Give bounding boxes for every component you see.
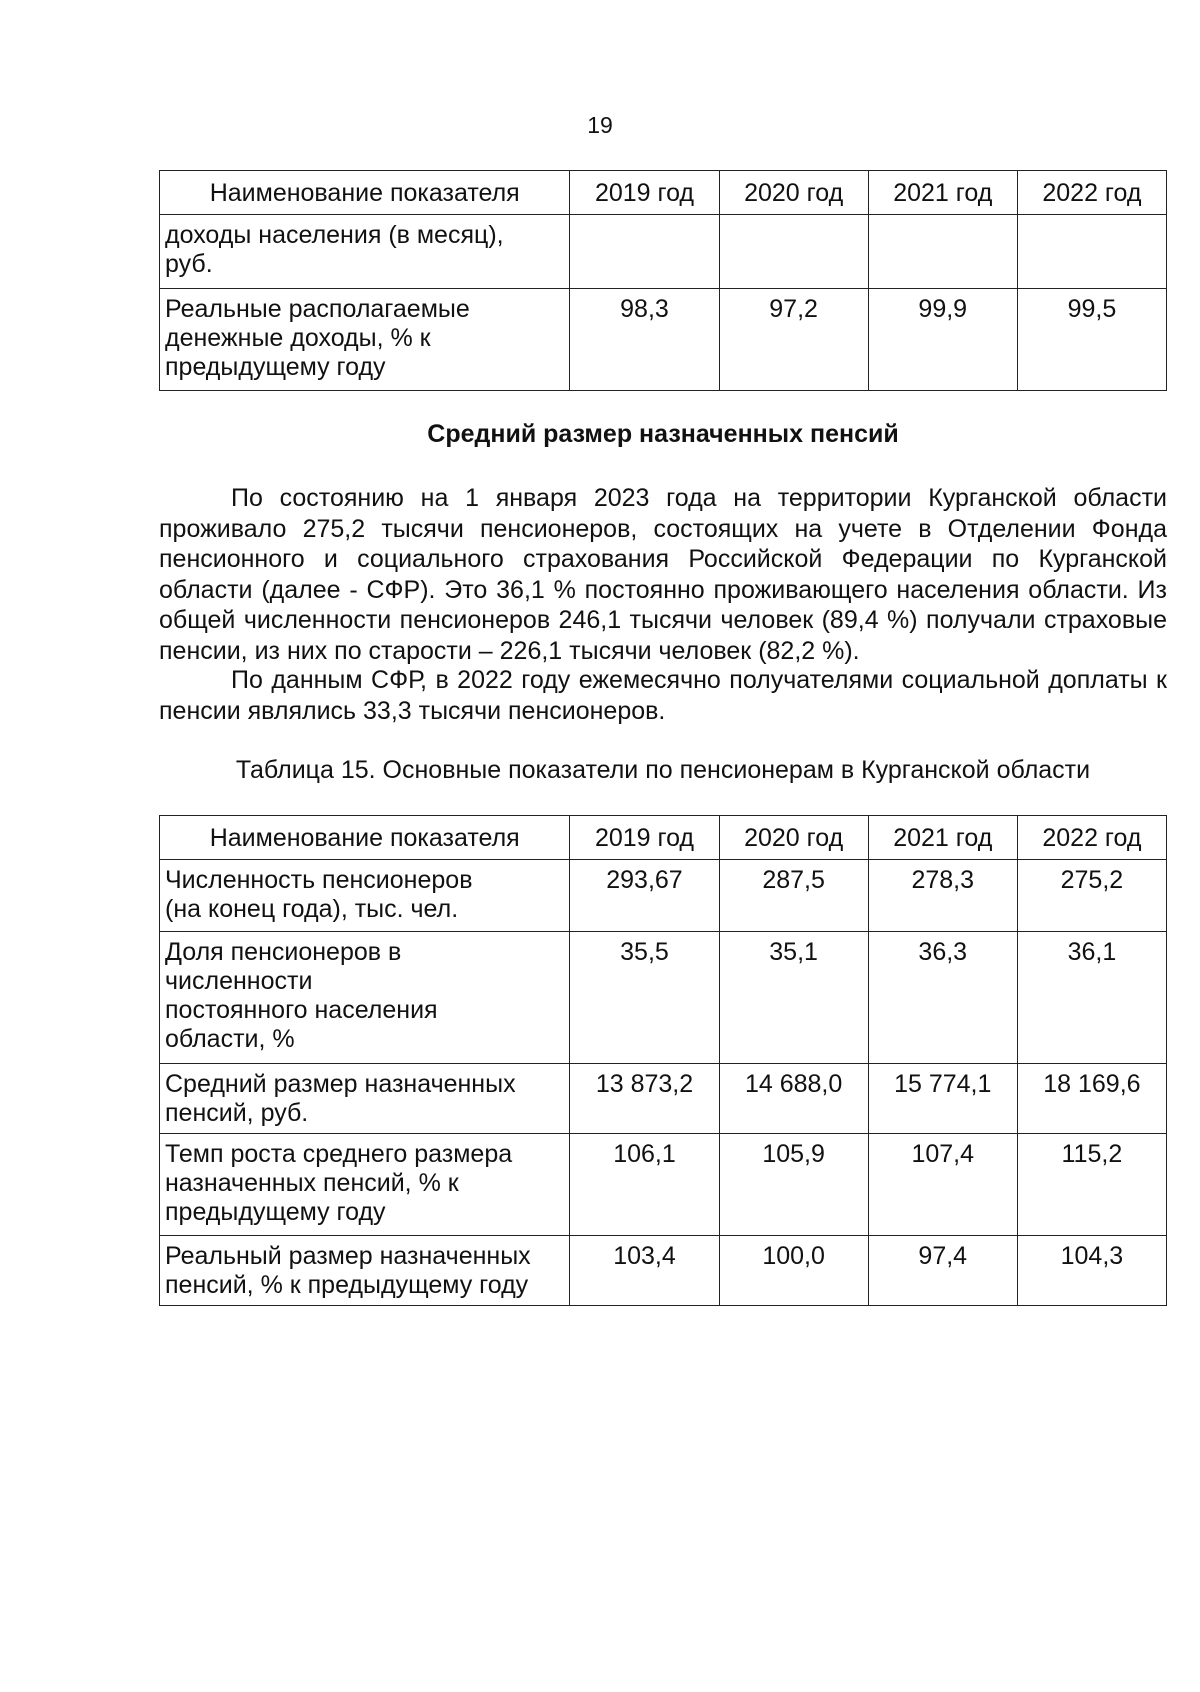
header-cell: Наименование показателя	[160, 816, 570, 860]
table-row	[160, 215, 1167, 289]
table-header-row	[160, 816, 1167, 860]
value-cell: 106,1	[570, 1134, 719, 1236]
header-cell: 2021 год	[868, 171, 1017, 215]
value-cell: 99,5	[1017, 289, 1166, 391]
table-row	[160, 860, 1167, 932]
header-cell: 2022 год	[1017, 816, 1166, 860]
value-cell: 278,3	[868, 860, 1017, 932]
row-name: Реальные располагаемые денежные доходы, % к предыдущему году	[160, 289, 570, 391]
value-cell: 104,3	[1017, 1236, 1166, 1306]
value-cell: 275,2	[1017, 860, 1166, 932]
table-row	[160, 1064, 1167, 1134]
pensioners-indicators-table	[159, 815, 1167, 1306]
row-name: Доля пенсионеров в численности постоянного населения области, %	[160, 932, 570, 1064]
value-cell: 99,9	[868, 289, 1017, 391]
table-row	[160, 932, 1167, 1064]
section-heading: Средний размер назначенных пенсий	[427, 420, 899, 448]
header-cell: 2020 год	[719, 816, 868, 860]
paragraph: По данным СФР, в 2022 году ежемесячно получателями социальной доплаты к пенсии являлись 33,3 тысячи пенсионеров.	[159, 666, 1167, 725]
table-row	[160, 289, 1167, 391]
row-name: Средний размер назначенных пенсий, руб.	[160, 1064, 570, 1134]
header-cell: 2020 год	[719, 171, 868, 215]
table-caption: Таблица 15. Основные показатели по пенсионерам в Курганской области	[235, 756, 1091, 784]
value-cell: 97,4	[868, 1236, 1017, 1306]
value-cell: 36,3	[868, 932, 1017, 1064]
header-cell: 2019 год	[570, 171, 719, 215]
header-cell: Наименование показателя	[160, 171, 570, 215]
value-cell: 35,1	[719, 932, 868, 1064]
value-cell: 15 774,1	[868, 1064, 1017, 1134]
value-cell: 98,3	[570, 289, 719, 391]
value-cell: 97,2	[719, 289, 868, 391]
value-cell	[868, 215, 1017, 289]
value-cell: 287,5	[719, 860, 868, 932]
value-cell: 100,0	[719, 1236, 868, 1306]
row-name: Реальный размер назначенных пенсий, % к предыдущему году	[160, 1236, 570, 1306]
value-cell: 35,5	[570, 932, 719, 1064]
paragraph: По состоянию на 1 января 2023 года на территории Курганской области проживало 275,2 тысячи пенсионеров, состоящих на учете в Отделении Фонда пенсионного и социального страхования Российской Федерации по Курганской области (далее - СФР). Это 36,1 % постоянно проживающего населения области. Из общей численности пенсионеров 246,1 тысячи человек (89,4 %) получали страховые пенсии, из них по старости – 226,1 тысячи человек (82,2 %).	[159, 484, 1167, 665]
value-cell	[719, 215, 868, 289]
header-cell: 2021 год	[868, 816, 1017, 860]
value-cell: 105,9	[719, 1134, 868, 1236]
value-cell	[570, 215, 719, 289]
header-cell: 2019 год	[570, 816, 719, 860]
value-cell: 103,4	[570, 1236, 719, 1306]
table-row	[160, 1236, 1167, 1306]
table-row	[160, 1134, 1167, 1236]
header-cell: 2022 год	[1017, 171, 1166, 215]
indicators-table-continued	[159, 170, 1167, 391]
value-cell: 36,1	[1017, 932, 1166, 1064]
page-number: 19	[587, 112, 613, 138]
value-cell	[1017, 215, 1166, 289]
row-name: Темп роста среднего размера назначенных пенсий, % к предыдущему году	[160, 1134, 570, 1236]
row-name: Численность пенсионеров (на конец года), тыс. чел.	[160, 860, 570, 932]
value-cell: 107,4	[868, 1134, 1017, 1236]
row-name: доходы населения (в месяц), руб.	[160, 215, 570, 289]
value-cell: 14 688,0	[719, 1064, 868, 1134]
table-header-row	[160, 171, 1167, 215]
value-cell: 115,2	[1017, 1134, 1166, 1236]
value-cell: 13 873,2	[570, 1064, 719, 1134]
value-cell: 293,67	[570, 860, 719, 932]
value-cell: 18 169,6	[1017, 1064, 1166, 1134]
